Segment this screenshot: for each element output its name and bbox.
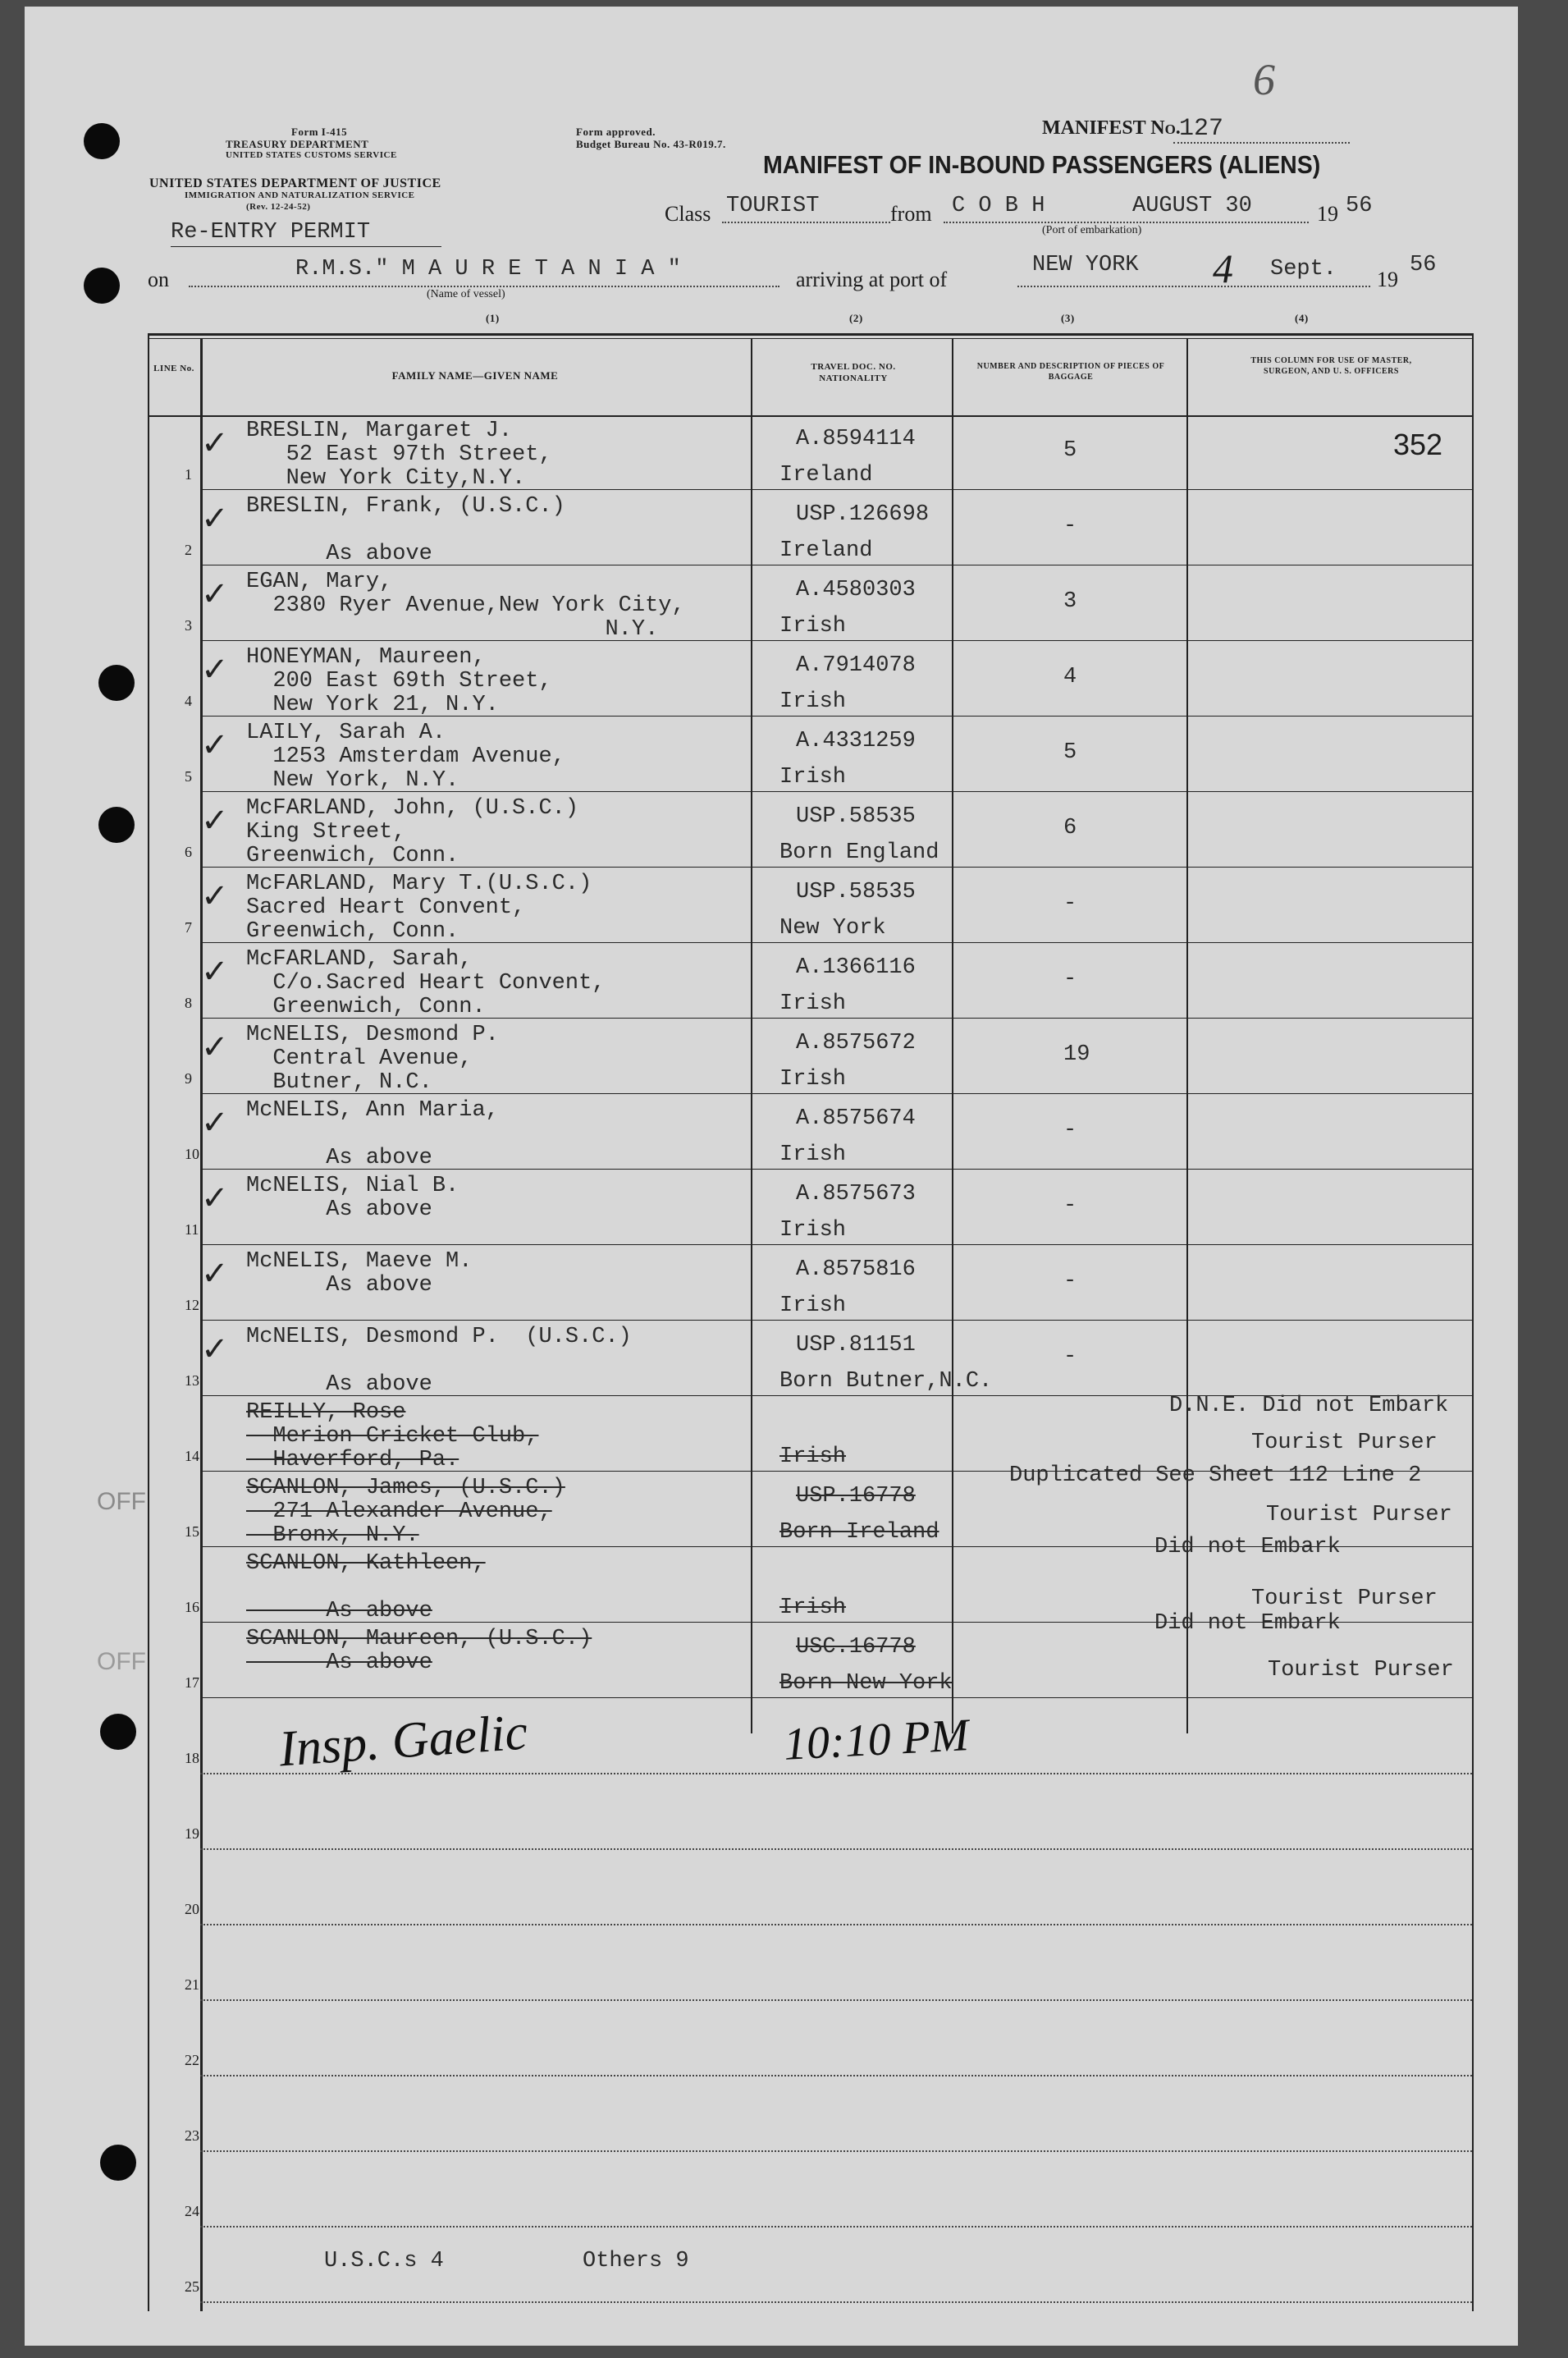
annotation-purser: Tourist Purser (1251, 1586, 1438, 1611)
baggage-count: - (1063, 891, 1077, 916)
annotation-purser: Tourist Purser (1268, 1658, 1454, 1683)
travel-doc-number: USP.16778 (796, 1484, 916, 1509)
passenger-name-line: SCANLON, Kathleen, (246, 1551, 486, 1576)
travel-doc-number: A.8575674 (796, 1106, 916, 1131)
passenger-name-line: SCANLON, Maureen, (U.S.C.) (246, 1627, 592, 1651)
inspector-signature: Insp. Gaelic (277, 1704, 530, 1778)
nationality: Irish (779, 765, 847, 790)
budget-bureau: Budget Bureau No. 43-R019.7. (576, 138, 726, 150)
year-prefix-2: 19 (1377, 268, 1398, 291)
nationality: Born England (779, 840, 939, 865)
table-row (25, 2152, 1518, 2228)
annotation-did-not-embark: Did not Embark (1154, 1611, 1341, 1636)
passenger-name-line: Greenwich, Conn. (246, 844, 459, 868)
column-number: (1) (486, 312, 500, 324)
line-number: 25 (185, 2278, 199, 2295)
column-number: (4) (1295, 312, 1309, 324)
passenger-name-line: HONEYMAN, Maureen, (246, 645, 486, 670)
passenger-name-line: BRESLIN, Frank, (U.S.C.) (246, 494, 565, 519)
passenger-name-line: REILLY, Rose (246, 1400, 406, 1425)
line-number: 3 (185, 617, 192, 634)
punch-hole (84, 268, 120, 304)
travel-doc-number: A.7914078 (796, 653, 916, 678)
line-number: 7 (185, 919, 192, 936)
line-number: 21 (185, 1976, 199, 1993)
baggage-count: 5 (1063, 740, 1077, 765)
margin-off-note: OFF (97, 1648, 146, 1675)
checkmark-icon: ✓ (201, 953, 229, 990)
travel-doc-number: USP.126698 (796, 502, 930, 527)
table-row (25, 717, 1518, 793)
nationality: Irish (779, 1218, 847, 1243)
passenger-name-line: Sacred Heart Convent, (246, 895, 526, 920)
table-row (25, 566, 1518, 642)
checkmark-icon: ✓ (201, 1104, 229, 1141)
passenger-name-line: Merion Cricket Club, (246, 1424, 539, 1449)
passenger-name-line: New York, N.Y. (246, 768, 459, 793)
table-row (25, 944, 1518, 1019)
baggage-count: 6 (1063, 816, 1077, 840)
checkmark-icon: ✓ (201, 802, 229, 839)
page-count-note: 352 (1393, 428, 1443, 461)
margin-off-note: OFF (97, 1488, 146, 1515)
baggage-count: - (1063, 967, 1077, 991)
arrival-port: NEW YORK (1032, 253, 1139, 277)
form-approved: Form approved. (576, 126, 656, 138)
passenger-name-line: As above (246, 1197, 432, 1222)
baggage-count: 3 (1063, 589, 1077, 614)
nationality: Ireland (779, 463, 873, 488)
class-label: Class (665, 202, 711, 226)
table-row (25, 1925, 1518, 2001)
passenger-name-line: McFARLAND, John, (U.S.C.) (246, 796, 579, 821)
passenger-name-line: 200 East 69th Street, (246, 669, 552, 694)
checkmark-icon: ✓ (201, 1028, 229, 1065)
nationality: Irish (779, 1596, 847, 1620)
column-number: (2) (849, 312, 863, 324)
travel-doc-number: A.1366116 (796, 955, 916, 980)
nationality: Born Butner,N.C. (779, 1369, 993, 1394)
line-number: 6 (185, 844, 192, 860)
travel-doc-number: A.8594114 (796, 427, 916, 451)
line-number: 20 (185, 1901, 199, 1917)
header-travel-doc: TRAVEL DOC. NO. NATIONALITY (811, 362, 896, 383)
header-line-no: LINE No. (153, 364, 194, 373)
manifest-number: 127 (1179, 115, 1224, 143)
nationality: Irish (779, 614, 847, 639)
baggage-count: - (1063, 1118, 1077, 1142)
table-row (25, 1321, 1518, 1397)
customs-service: UNITED STATES CUSTOMS SERVICE (226, 150, 397, 160)
year-prefix-1: 19 (1317, 202, 1338, 226)
line-number: 9 (185, 1070, 192, 1087)
nationality: Born New York (779, 1671, 953, 1696)
nationality: Irish (779, 689, 847, 714)
table-row (25, 1170, 1518, 1246)
annotation-purser: Tourist Purser (1266, 1503, 1452, 1527)
passenger-name-line: 1253 Amsterdam Avenue, (246, 744, 565, 769)
annotation-purser: Tourist Purser (1251, 1431, 1438, 1455)
passenger-name-line: N.Y. (246, 617, 659, 642)
travel-doc-number: A.4580303 (796, 578, 916, 602)
baggage-count: 4 (1063, 665, 1077, 689)
line-number: 11 (185, 1221, 199, 1238)
line-number: 18 (185, 1750, 199, 1766)
passenger-name-line: New York City,N.Y. (246, 466, 526, 491)
column-number: (3) (1061, 312, 1075, 324)
table-row (25, 2001, 1518, 2076)
table-row (25, 1850, 1518, 1925)
uscs-total: U.S.C.s 4 (324, 2249, 444, 2273)
travel-doc-number: A.8575673 (796, 1182, 916, 1206)
passenger-name-line: As above (246, 1372, 432, 1397)
punch-hole (84, 123, 120, 159)
checkmark-icon: ✓ (201, 1330, 229, 1367)
line-number: 14 (185, 1448, 199, 1464)
nationality: New York (779, 916, 886, 941)
from-value: C O B H (952, 194, 1045, 218)
table-row (25, 868, 1518, 944)
checkmark-icon: ✓ (201, 575, 229, 612)
passenger-name-line: McFARLAND, Mary T.(U.S.C.) (246, 872, 592, 896)
checkmark-icon: ✓ (201, 424, 229, 461)
line-number: 10 (185, 1146, 199, 1162)
vessel-caption: (Name of vessel) (427, 288, 505, 300)
checkmark-icon: ✓ (201, 651, 229, 688)
table-row (25, 2076, 1518, 2152)
passenger-name-line: McNELIS, Nial B. (246, 1174, 459, 1198)
nationality: Irish (779, 1445, 847, 1469)
reentry-permit: Re-ENTRY PERMIT (171, 220, 371, 245)
line-number: 8 (185, 995, 192, 1011)
passenger-name-line: Central Avenue, (246, 1046, 473, 1071)
passenger-name-line: As above (246, 542, 432, 566)
year-suffix-1: 56 (1346, 194, 1373, 218)
baggage-count: 19 (1063, 1042, 1090, 1067)
arrival-day: 4 (1213, 245, 1233, 291)
header-baggage: NUMBER AND DESCRIPTION OF PIECES OF BAGGAGE (976, 362, 1165, 382)
annotation-duplicated: Duplicated See Sheet 112 Line 2 (1009, 1463, 1422, 1488)
passenger-name-line: McNELIS, Ann Maria, (246, 1098, 499, 1123)
travel-doc-number: USP.58535 (796, 880, 916, 904)
vessel-name: R.M.S." M A U R E T A N I A " (295, 257, 681, 282)
sailing-date: AUGUST 30 (1132, 194, 1252, 218)
justice-dept: UNITED STATES DEPARTMENT OF JUSTICE (149, 176, 441, 190)
baggage-count: - (1063, 1344, 1077, 1369)
others-total: Others 9 (583, 2249, 689, 2273)
passenger-name-line: LAILY, Sarah A. (246, 721, 446, 745)
arrival-month: Sept. (1270, 257, 1337, 282)
checkmark-icon: ✓ (201, 1255, 229, 1292)
nationality: Irish (779, 1142, 847, 1167)
baggage-count: - (1063, 514, 1077, 538)
line-number: 19 (185, 1825, 199, 1842)
table-row (25, 415, 1518, 491)
line-number: 12 (185, 1297, 199, 1313)
header-family-name: FAMILY NAME—GIVEN NAME (391, 369, 559, 382)
passenger-name-line: McNELIS, Desmond P. (U.S.C.) (246, 1325, 632, 1349)
nationality: Irish (779, 991, 847, 1016)
checkmark-icon: ✓ (201, 877, 229, 914)
passenger-name-line: New York 21, N.Y. (246, 693, 499, 717)
passenger-name-line: As above (246, 1599, 432, 1623)
travel-doc-number: USP.81151 (796, 1333, 916, 1358)
nationality: Born Ireland (779, 1520, 939, 1545)
passenger-name-line: 271 Alexander Avenue, (246, 1500, 552, 1524)
manifest-page (25, 7, 1518, 2346)
baggage-count: 5 (1063, 438, 1077, 463)
header-officers-column: THIS COLUMN FOR USE OF MASTER, SURGEON, AND U. S. OFFICERS (1250, 356, 1412, 376)
line-number: 2 (185, 542, 192, 558)
table-row (25, 1246, 1518, 1321)
line-number: 13 (185, 1372, 199, 1389)
passenger-name-line: McNELIS, Desmond P. (246, 1023, 499, 1047)
table-row (25, 1699, 1518, 1774)
line-number: 16 (185, 1599, 199, 1615)
table-row (25, 1774, 1518, 1850)
annotation-did-not-embark: D.N.E. Did not Embark (1169, 1394, 1449, 1418)
travel-doc-number: A.4331259 (796, 729, 916, 753)
table-row (25, 491, 1518, 566)
port-embark-caption: (Port of embarkation) (1042, 224, 1142, 236)
checkmark-icon: ✓ (201, 726, 229, 763)
on-label: on (148, 268, 169, 291)
checkmark-icon: ✓ (201, 1179, 229, 1216)
passenger-name-line: 52 East 97th Street, (246, 442, 552, 467)
line-number: 1 (185, 466, 192, 483)
table-row (25, 793, 1518, 868)
line-number: 5 (185, 768, 192, 785)
passenger-name-line: 2380 Ryer Avenue,New York City, (246, 593, 685, 618)
table-row (25, 1095, 1518, 1170)
nationality: Irish (779, 1293, 847, 1318)
passenger-name-line: Bronx, N.Y. (246, 1523, 419, 1548)
form-revision: (Rev. 12-24-52) (246, 202, 311, 212)
nationality: Ireland (779, 538, 873, 563)
travel-doc-number: A.8575816 (796, 1257, 916, 1282)
table-row (25, 642, 1518, 717)
line-number: 4 (185, 693, 192, 709)
baggage-count: - (1063, 1269, 1077, 1293)
inspection-time: 10:10 PM (782, 1710, 970, 1770)
baggage-count: - (1063, 1193, 1077, 1218)
table-row (25, 2228, 1518, 2303)
manifest-label: MANIFEST No. (1042, 117, 1181, 139)
passenger-name-line: Greenwich, Conn. (246, 995, 486, 1019)
passenger-name-line: Haverford, Pa. (246, 1448, 459, 1472)
treasury-dept: TREASURY DEPARTMENT (226, 138, 369, 150)
checkmark-icon: ✓ (201, 500, 229, 537)
from-label: from (890, 202, 932, 226)
travel-doc-number: A.8575672 (796, 1031, 916, 1055)
line-number: 22 (185, 2052, 199, 2068)
passenger-name-line: McFARLAND, Sarah, (246, 947, 473, 972)
passenger-name-line: BRESLIN, Margaret J. (246, 419, 513, 443)
travel-doc-number: USP.58535 (796, 804, 916, 829)
passenger-name-line: As above (246, 1651, 432, 1675)
line-number: 24 (185, 2203, 199, 2219)
passenger-name-line: EGAN, Mary, (246, 570, 393, 594)
passenger-name-line: C/o.Sacred Heart Convent, (246, 971, 606, 996)
table-row (25, 1019, 1518, 1095)
class-value: TOURIST (726, 194, 820, 218)
ins-service: IMMIGRATION AND NATURALIZATION SERVICE (185, 190, 415, 200)
arriving-label: arriving at port of (796, 268, 948, 291)
passenger-name-line: As above (246, 1146, 432, 1170)
passenger-name-line: King Street, (246, 820, 406, 845)
form-number: Form I-415 (291, 126, 348, 138)
line-number: 23 (185, 2127, 199, 2144)
manifest-title: MANIFEST OF IN-BOUND PASSENGERS (ALIENS) (763, 150, 1321, 179)
passenger-name-line: SCANLON, James, (U.S.C.) (246, 1476, 565, 1500)
sheet-note: 6 (1253, 55, 1275, 104)
line-number: 17 (185, 1674, 199, 1691)
travel-doc-number: USC.16778 (796, 1635, 916, 1660)
passenger-name-line: As above (246, 1273, 432, 1298)
passenger-name-line: Greenwich, Conn. (246, 919, 459, 944)
year-suffix-2: 56 (1410, 253, 1437, 277)
passenger-name-line: Butner, N.C. (246, 1070, 432, 1095)
passenger-name-line: McNELIS, Maeve M. (246, 1249, 473, 1274)
line-number: 15 (185, 1523, 199, 1540)
nationality: Irish (779, 1067, 847, 1092)
annotation-did-not-embark: Did not Embark (1154, 1535, 1341, 1559)
